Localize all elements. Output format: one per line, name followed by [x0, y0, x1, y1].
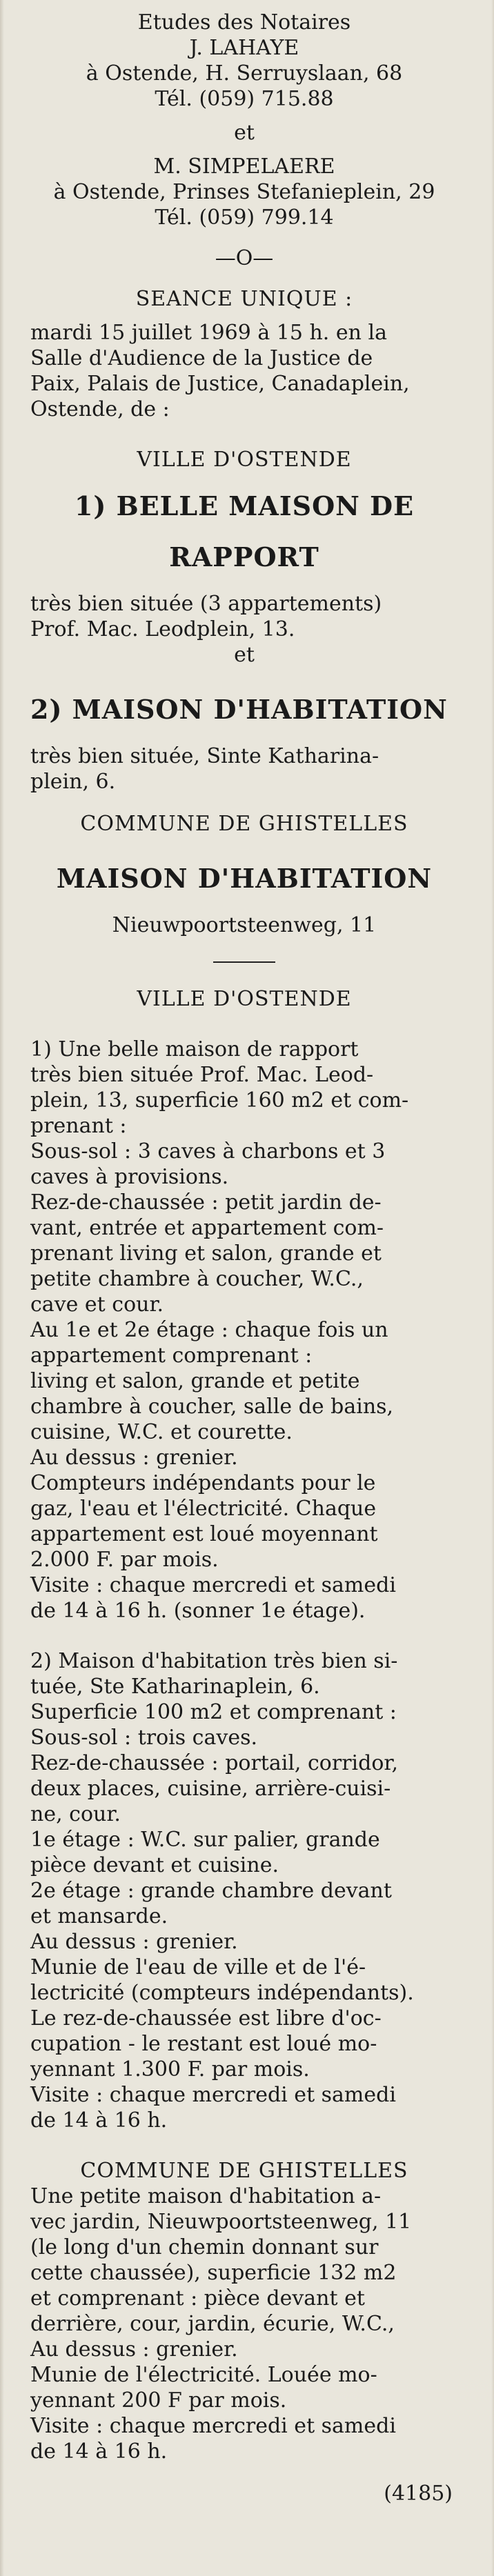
detail-line: gaz, l'eau et l'électricité. Chaque	[30, 1497, 377, 1521]
detail-line: petite chambre à coucher, W.C.,	[30, 1267, 364, 1291]
detail-line: 2.000 F. par mois.	[30, 1548, 219, 1572]
section-rule	[213, 961, 275, 963]
detail-line: caves à provisions.	[30, 1165, 229, 1189]
notice-reference: (4185)	[384, 2482, 453, 2506]
detail-line: vant, entrée et appartement com-	[30, 1216, 384, 1240]
lot1-details	[30, 1037, 458, 1624]
seance-line: mardi 15 juillet 1969 à 15 h. en la	[30, 321, 387, 345]
detail-line: deux places, cuisine, arrière-cuisi-	[30, 1777, 391, 1801]
detail-line: chambre à coucher, salle de bains,	[30, 1395, 394, 1419]
detail-line: Compteurs indépendants pour le	[30, 1471, 376, 1495]
detail-line: prenant :	[30, 1114, 127, 1138]
detail-line: de 14 à 16 h. (sonner 1e étage).	[30, 1599, 366, 1623]
detail-line: cave et cour.	[30, 1292, 164, 1317]
seance-line: Paix, Palais de Justice, Canadaplein,	[30, 372, 410, 396]
header-et: et	[234, 121, 255, 145]
detail-line: Sous-sol : trois caves.	[30, 1726, 258, 1750]
detail-line: living et salon, grande et petite	[30, 1369, 360, 1393]
seance-title: SEANCE UNIQUE :	[135, 287, 353, 311]
detail-line: Au 1e et 2e étage : chaque fois un	[30, 1318, 388, 1342]
detail-line: Visite : chaque mercredi et samedi	[30, 2414, 396, 2438]
detail-line: et comprenant : pièce devant et	[30, 2286, 365, 2310]
lot3-title: MAISON D'HABITATION	[56, 863, 433, 894]
lot2-details	[30, 1648, 458, 2133]
ville-heading-details: VILLE D'OSTENDE	[137, 987, 352, 1011]
detail-line: 1e étage : W.C. sur palier, grande	[30, 1828, 380, 1852]
detail-line: Le rez-de-chaussée est libre d'oc-	[30, 2006, 382, 2030]
notice-column	[30, 10, 458, 2506]
lot3-details	[30, 2184, 458, 2464]
detail-line: très bien située Prof. Mac. Leod-	[30, 1063, 374, 1087]
notary1-name: J. LAHAYE	[189, 36, 299, 60]
detail-line: cette chaussée), superficie 132 m2	[30, 2261, 397, 2285]
detail-line: Sous-sol : 3 caves à charbons et 3	[30, 1139, 386, 1164]
notary1-phone: Tél. (059) 715.88	[155, 87, 334, 111]
detail-line: Au dessus : grenier.	[30, 1446, 238, 1470]
detail-line: (le long d'un chemin donnant sur	[30, 2235, 379, 2259]
detail-line: yennant 1.300 F. par mois.	[30, 2057, 310, 2081]
detail-line: 2e étage : grande chambre devant	[30, 1879, 392, 1903]
lot1-title-a: 1) BELLE MAISON DE	[74, 490, 415, 521]
detail-line: de 14 à 16 h.	[30, 2108, 168, 2133]
detail-line: pièce devant et cuisine.	[30, 1853, 279, 1877]
detail-line: 2) Maison d'habitation très bien si-	[30, 1649, 398, 1673]
detail-line: et mansarde.	[30, 1904, 168, 1928]
detail-line: cupation - le restant est loué mo-	[30, 2032, 377, 2056]
notary2-address: à Ostende, Prinses Stefanieplein, 29	[53, 180, 435, 204]
seance-line: Salle d'Audience de la Justice de	[30, 346, 373, 370]
detail-line: Superficie 100 m2 et comprenant :	[30, 1700, 397, 1724]
lot2-title: 2) MAISON D'HABITATION	[30, 694, 448, 725]
notary2-phone: Tél. (059) 799.14	[155, 206, 334, 230]
detail-line: plein, 13, superficie 160 m2 et com-	[30, 1088, 409, 1112]
detail-line: cuisine, W.C. et courette.	[30, 1420, 293, 1444]
detail-line: vec jardin, Nieuwpoortsteenweg, 11	[30, 2210, 412, 2234]
detail-line: Une petite maison d'habitation a-	[30, 2184, 382, 2208]
detail-line: tuée, Ste Katharinaplein, 6.	[30, 1675, 320, 1699]
detail-line: Au dessus : grenier.	[30, 1930, 238, 1954]
detail-line: Visite : chaque mercredi et samedi	[30, 2083, 396, 2107]
detail-line: 1) Une belle maison de rapport	[30, 1037, 359, 1061]
detail-line: Au dessus : grenier.	[30, 2337, 238, 2362]
detail-line: de 14 à 16 h.	[30, 2439, 168, 2464]
lot2-desc-b: plein, 6.	[30, 770, 116, 794]
detail-line: Rez-de-chaussée : portail, corridor,	[30, 1751, 398, 1775]
ville-heading-summary: VILLE D'OSTENDE	[137, 448, 352, 472]
commune-heading-summary: COMMUNE DE GHISTELLES	[80, 812, 408, 836]
detail-line: lectricité (compteurs indépendants).	[30, 1981, 414, 2005]
detail-line: appartement comprenant :	[30, 1344, 313, 1368]
detail-line: derrière, cour, jardin, écurie, W.C.,	[30, 2312, 395, 2336]
header-line1: Etudes des Notaires	[137, 10, 351, 34]
detail-line: prenant living et salon, grande et	[30, 1241, 382, 1266]
detail-line: Rez-de-chaussée : petit jardin de-	[30, 1190, 382, 1215]
lot3-desc: Nieuwpoortsteenweg, 11	[112, 913, 377, 937]
detail-line: yennant 200 F par mois.	[30, 2388, 287, 2413]
detail-line: Munie de l'eau de ville et de l'é-	[30, 1955, 366, 1979]
lot2-desc-a: très bien située, Sinte Katharina-	[30, 744, 379, 768]
lot1-desc-a: très bien située (3 appartements)	[30, 592, 382, 616]
notary-header	[30, 10, 458, 230]
detail-line: Munie de l'électricité. Louée mo-	[30, 2363, 377, 2387]
lot1-title-b: RAPPORT	[169, 541, 319, 572]
seance-text	[30, 320, 458, 422]
detail-line: appartement est loué moyennant	[30, 1522, 378, 1546]
notary1-address: à Ostende, H. Serruyslaan, 68	[86, 61, 403, 86]
seance-line: Ostende, de :	[30, 397, 170, 421]
detail-line: ne, cour.	[30, 1802, 121, 1826]
notary2-name: M. SIMPELAERE	[153, 154, 335, 179]
lot1-desc-b: Prof. Mac. Leodplein, 13.	[30, 617, 295, 641]
summary-et: et	[234, 643, 255, 667]
header-separator: —O—	[215, 246, 274, 270]
detail-line: Visite : chaque mercredi et samedi	[30, 1573, 396, 1597]
commune-heading-details: COMMUNE DE GHISTELLES	[80, 2159, 408, 2183]
